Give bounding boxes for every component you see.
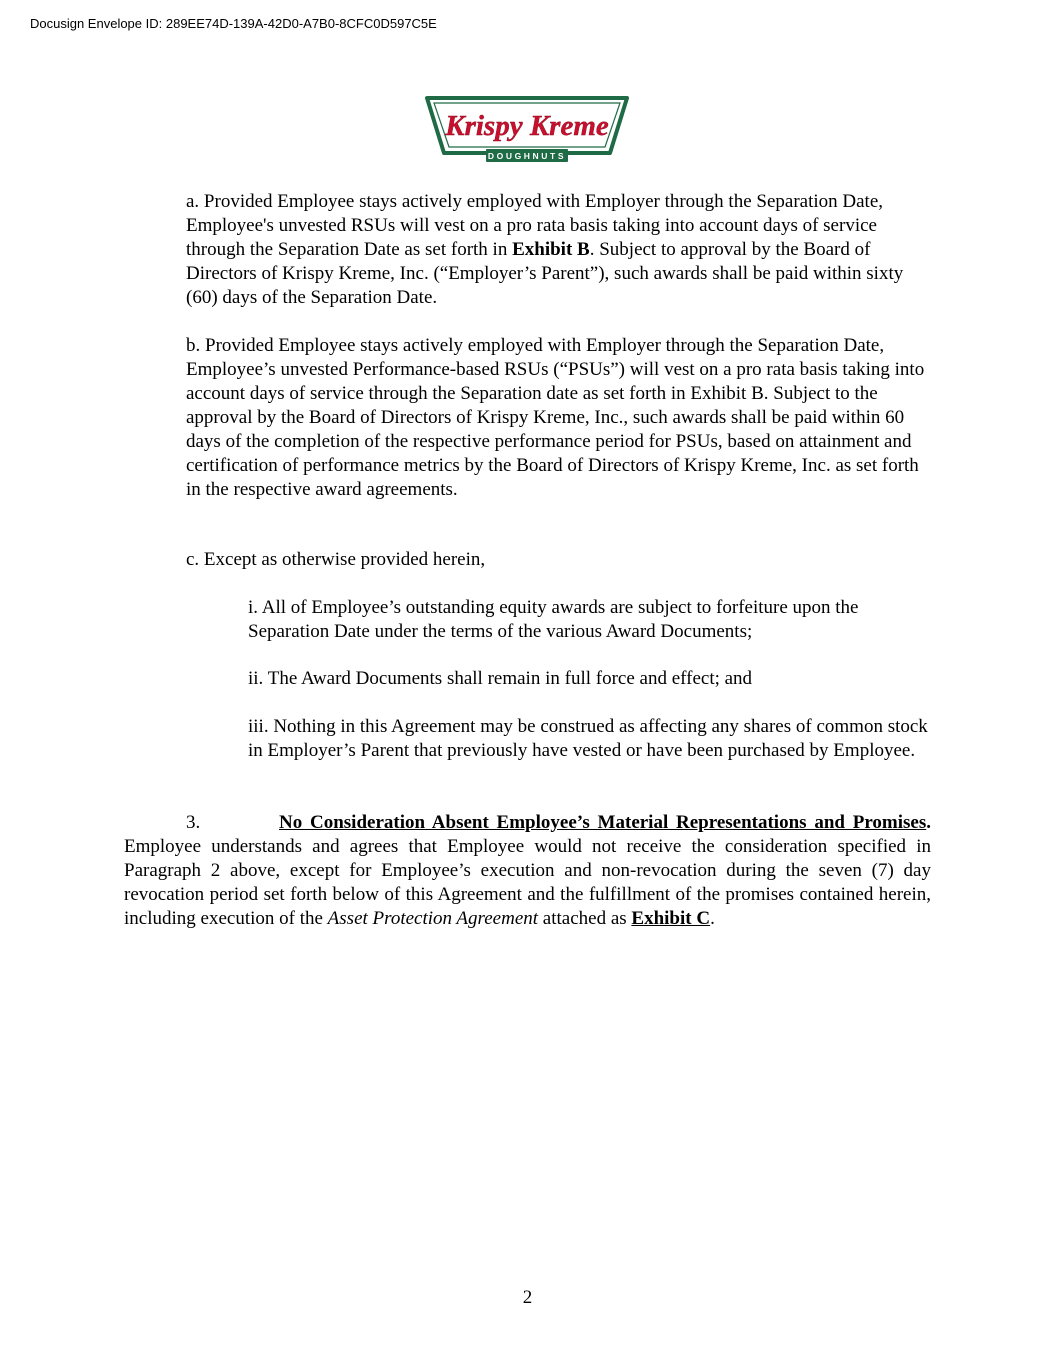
page-number: 2 <box>522 1287 533 1308</box>
asset-protection-agreement-ref: Asset Protection Agreement <box>327 908 539 929</box>
sub-item-i: i. All of Employee’s outstanding equity awards are subject to forfeiture upon the Separation Date under the terms of the various Award Documents; <box>248 597 859 642</box>
section-3: 3. No Consideration Absent Employee’s Material Representations and Promises. Employee understands and agrees that Employee would not receive the consideration specified in Paragraph 2 above, except for Employee’s execution and non-revocation during the seven (7) day revocation period set forth below of this Agreement and the fulfillment of the promises contained herein, including execution of the Asset Protection Agreement attached as Exhibit C. <box>124 812 931 929</box>
krispy-kreme-logo <box>424 95 630 165</box>
docusign-envelope-id: Docusign Envelope ID: 289EE74D-139A-42D0-A7B0-8CFC0D597C5E <box>30 16 437 31</box>
sub-item-iii: iii. Nothing in this Agreement may be construed as affecting any shares of common stock in Employer’s Parent that previously have vested or have been purchased by Employee. <box>248 716 928 761</box>
paragraph-b: b. Provided Employee stays actively employed with Employer through the Separation Date, Employee’s unvested Performance-based RSUs (“PSUs”) will vest on a pro rata basis taking into account days of service through the Separation date as set forth in Exhibit B. Subject to the approval by the Board of Directors of Krispy Kreme, Inc., such awards shall be paid within 60 days of the completion of the respective performance period for PSUs, based on attainment and certification of performance metrics by the Board of Directors of Krispy Kreme, Inc. as set forth in the respective award agreements. <box>186 335 925 500</box>
logo-wordmark: Krispy Kreme <box>445 110 609 142</box>
exhibit-b-ref: Exhibit B <box>512 239 590 260</box>
paragraph-c: c. Except as otherwise provided herein, <box>186 549 486 570</box>
exhibit-c-ref: Exhibit C <box>631 908 711 929</box>
logo-tagline: DOUGHNUTS <box>487 151 567 161</box>
section-3-number: 3. <box>186 812 201 833</box>
paragraph-a: a. Provided Employee stays actively employed with Employer through the Separation Date, Employee's unvested RSUs will vest on a pro rata basis taking into account days of service through the Separation Date as set forth in Exhibit B. Subject to approval by the Board of Directors of Krispy Kreme, Inc. (“Employer’s Parent”), such awards shall be paid within sixty (60) days of the Separation Date. <box>186 191 904 308</box>
section-3-heading: No Consideration Absent Employee’s Material Representations and Promises <box>279 812 927 833</box>
sub-item-ii: ii. The Award Documents shall remain in full force and effect; and <box>248 668 753 689</box>
